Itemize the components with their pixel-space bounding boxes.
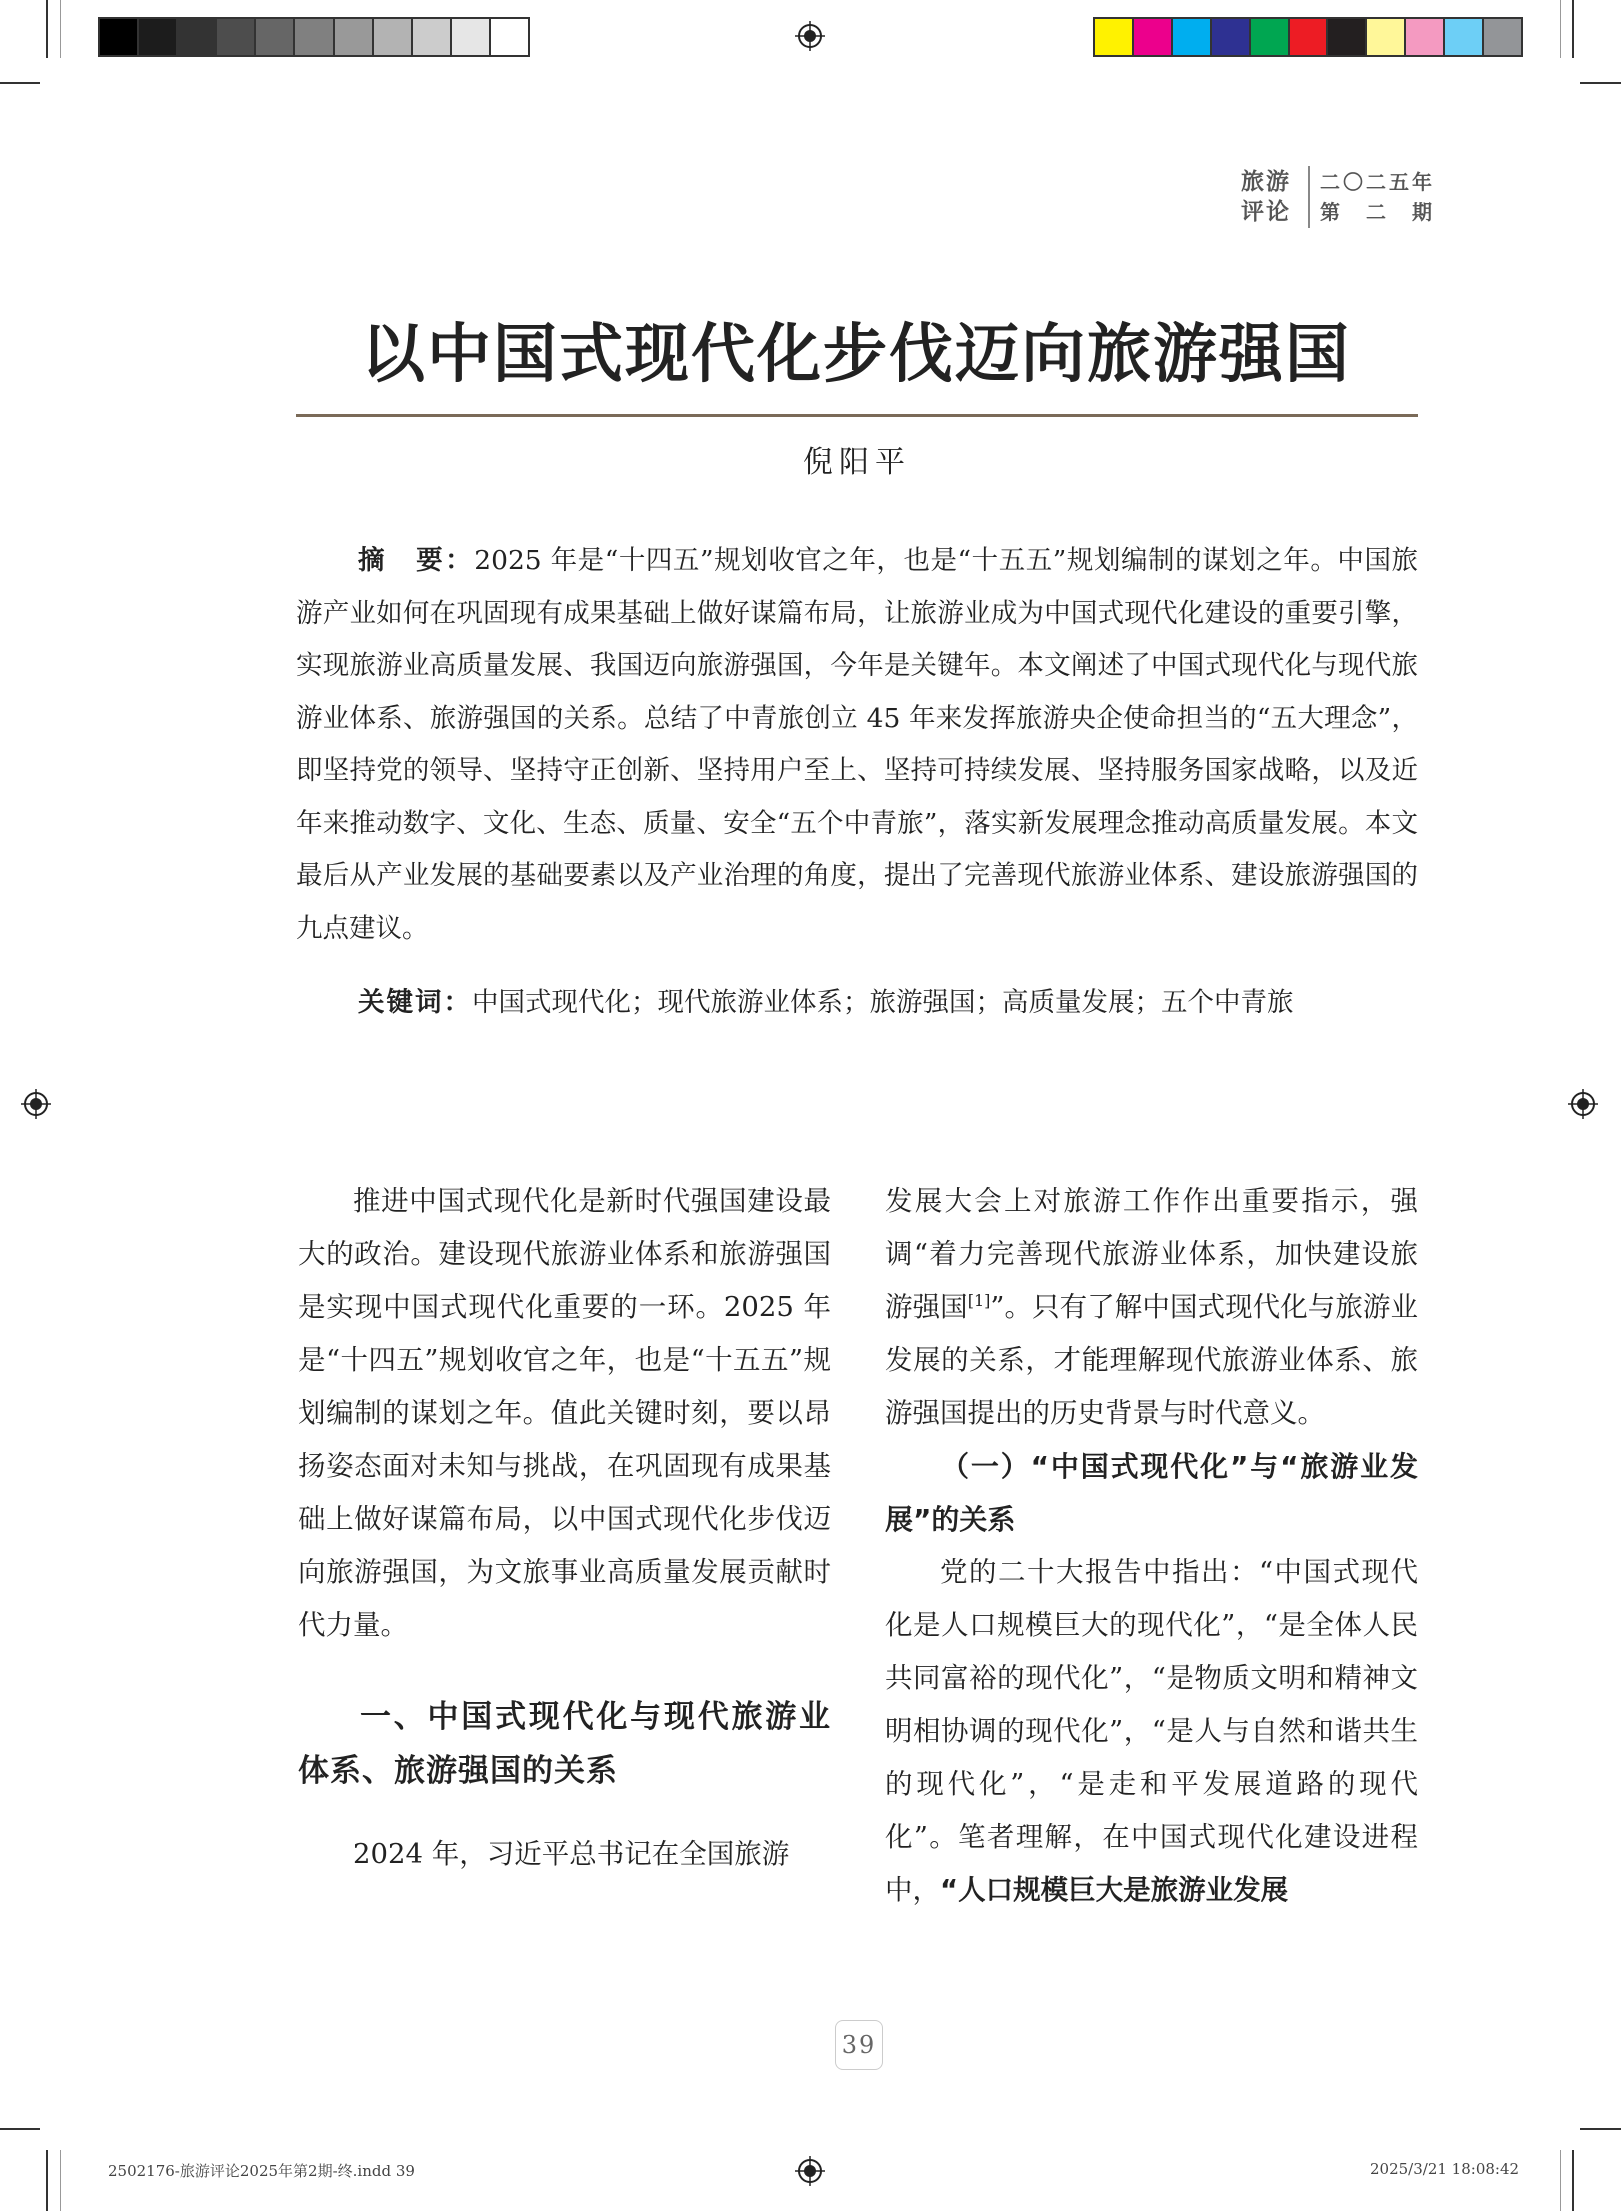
registration-mark-top-icon: [795, 21, 825, 51]
magazine-name-line2: 评论: [1241, 198, 1291, 225]
crop-mark-top-left-h: [0, 82, 40, 84]
gray-swatch-8: [374, 19, 413, 55]
gray-swatch-2: [139, 19, 178, 55]
citation-ref-1: [1]: [967, 1290, 991, 1310]
crop-mark-bottom-right-v2: [1560, 2150, 1561, 2211]
registration-mark-right-icon: [1568, 1089, 1598, 1119]
subsection1-paragraph-bold: “人口规模巨大是旅游业发展: [940, 1874, 1289, 1906]
gray-swatch-7: [335, 19, 374, 55]
magazine-name-line1: 旅游: [1241, 168, 1291, 195]
crop-mark-bottom-left-v2: [60, 2150, 61, 2211]
journal-header-badge: [1234, 166, 1435, 228]
keywords-text: 中国式现代化；现代旅游业体系；旅游强国；高质量发展；五个中青旅: [472, 987, 1294, 1018]
color-swatch-7: [1328, 19, 1367, 55]
keywords: [358, 977, 1294, 1029]
subsection1-heading: （一）“中国式现代化”与“旅游业发展”的关系: [885, 1450, 1418, 1536]
abstract-text: 2025 年是“十四五”规划收官之年，也是“十五五”规划编制的谋划之年。中国旅游产业如何在巩固现有成果基础上做好谋篇布局，让旅游业成为中国式现代化建设的重要引擎，实现旅游业高质量发展、我国迈向旅游强国，今年是关键年。本文阐述了中国式现代化与现代旅游业体系、旅游强国的关系。总结了中青旅创立 45 年来发挥旅游央企使命担当的“五大理念”，即坚持党的领导、坚持守正创新、坚持用户至上、坚持可持续发展、坚持服务国家战略，以及近年来推动数字、文化、生态、质量、安全“五个中青旅”，落实新发展理念推动高质量发展。本文最后从产业发展的基础要素以及产业治理的角度，提出了完善现代旅游业体系、建设旅游强国的九点建议。: [296, 545, 1419, 944]
keywords-label: 关键词：: [358, 987, 472, 1018]
gray-color-bar: [98, 17, 530, 57]
color-swatch-6: [1290, 19, 1329, 55]
article-title: 以中国式现代化步伐迈向旅游强国: [361, 318, 1351, 392]
color-swatch-3: [1173, 19, 1212, 55]
issue-number: 第 二 期: [1320, 200, 1435, 224]
color-swatch-1: [1095, 19, 1134, 55]
gray-swatch-5: [256, 19, 295, 55]
abstract: [296, 535, 1418, 955]
body-column-left: [298, 1175, 831, 1881]
color-swatch-4: [1212, 19, 1251, 55]
page-number: 39: [835, 2020, 883, 2070]
color-swatch-5: [1251, 19, 1290, 55]
gray-swatch-9: [413, 19, 452, 55]
body-column-right: [885, 1175, 1418, 1917]
color-swatch-8: [1367, 19, 1406, 55]
section1-heading: 一、中国式现代化与现代旅游业体系、旅游强国的关系: [298, 1699, 831, 1789]
color-swatch-2: [1134, 19, 1173, 55]
section1-paragraph-continued-a: 发展大会上对旅游工作作出重要指示，强调“着力完善现代旅游业体系，加快建设旅游强国: [885, 1185, 1418, 1323]
crop-mark-bottom-right-h: [1580, 2128, 1621, 2130]
crop-mark-top-left-v2: [60, 0, 61, 58]
badge-divider: [1308, 166, 1310, 228]
slug-file: 2502176-旅游评论2025年第2期-终.indd 39: [108, 2162, 415, 2180]
intro-paragraph: 推进中国式现代化是新时代强国建设最大的政治。建设现代旅游业体系和旅游强国是实现中国式现代化重要的一环。2025 年是“十四五”规划收官之年，也是“十五五”规划编制的谋划之年。值此关键时刻，要以昂扬姿态面对未知与挑战，在巩固现有成果基础上做好谋篇布局，以中国式现代化步伐迈向旅游强国，为文旅事业高质量发展贡献时代力量。: [298, 1185, 831, 1641]
gray-swatch-3: [178, 19, 217, 55]
gray-swatch-1: [100, 19, 139, 55]
crop-mark-top-right-h: [1580, 82, 1621, 84]
color-swatch-11: [1484, 19, 1521, 55]
crop-mark-bottom-right-v: [1572, 2150, 1574, 2211]
section1-paragraph-continued: [885, 1175, 1418, 1440]
issue-info: [1320, 167, 1435, 227]
abstract-label: 摘 要：: [358, 545, 475, 576]
color-swatch-9: [1406, 19, 1445, 55]
section1-paragraph-continued-b: ”。只有了解中国式现代化与旅游业发展的关系，才能理解现代旅游业体系、旅游强国提出的历史背景与时代意义。: [885, 1291, 1419, 1429]
section1-paragraph-start: 2024 年，习近平总书记在全国旅游: [353, 1838, 790, 1870]
registration-mark-bottom-icon: [795, 2156, 825, 2186]
crop-mark-bottom-left-h: [0, 2128, 40, 2130]
gray-swatch-10: [452, 19, 491, 55]
cmyk-color-bar: [1093, 17, 1523, 57]
magazine-name: [1234, 167, 1298, 227]
gray-swatch-6: [295, 19, 334, 55]
gray-swatch-11: [491, 19, 528, 55]
crop-mark-bottom-left-v: [46, 2150, 48, 2211]
subsection1-paragraph-text: 党的二十大报告中指出：“中国式现代化是人口规模巨大的现代化”，“是全体人民共同富裕的现代化”，“是物质文明和精神文明相协调的现代化”，“是人与自然和谐共生的现代化”，“是走和平发展道路的现代化”。笔者理解，在中国式现代化建设进程中，: [885, 1556, 1418, 1906]
crop-mark-top-right-v: [1572, 0, 1574, 58]
gray-swatch-4: [217, 19, 256, 55]
color-swatch-10: [1445, 19, 1484, 55]
registration-mark-left-icon: [21, 1089, 51, 1119]
article-author: 倪阳平: [803, 445, 911, 480]
title-underline: [296, 414, 1418, 417]
subsection1-paragraph: [885, 1546, 1418, 1917]
crop-mark-top-right-v2: [1560, 0, 1561, 58]
slug-date: 2025/3/21 18:08:42: [1370, 2160, 1520, 2178]
issue-year: 二〇二五年: [1320, 170, 1435, 194]
crop-mark-top-left-v: [46, 0, 48, 58]
